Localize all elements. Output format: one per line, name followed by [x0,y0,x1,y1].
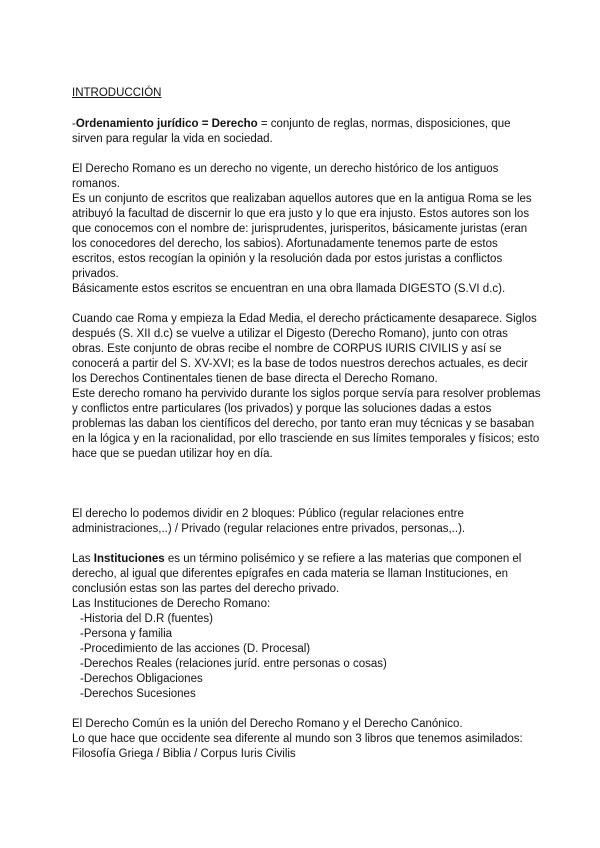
paragraph-line: El Derecho Romano es un derecho no vigente, un derecho histórico de los antiguos romanos. [72,163,499,190]
document-title: INTRODUCCIÓN [72,87,162,99]
paragraph-line: Este derecho romano ha pervivido durante los siglos porque servía para resolver problemas y conflictos entre particulares (los privados) y porque las soluciones dadas a estos problemas las daban los científicos del derecho, por tanto eran muy técnicas y se basaban en la lógica y en la racionalidad, por ello trasciende en sus límites temporales y físicos; esto hace que se puedan utilizar hoy en día. [72,388,541,460]
list-title: Las Instituciones de Derecho Romano: [72,598,271,610]
list-item: -Procedimiento de las acciones (D. Procesal) [80,643,311,655]
paragraph-line: Básicamente estos escritos se encuentran en una obra llamada DIGESTO (S.VI d.c). [72,283,506,295]
document-page [72,86,542,762]
list-item: -Derechos Sucesiones [80,688,196,700]
division-paragraph: El derecho lo podemos dividir en 2 bloques: Público (regular relaciones entre administraciones,..) / Privado (regular relaciones entre privados, personas,..). [72,508,466,535]
paragraph-line: Cuando cae Roma y empieza la Edad Media, el derecho prácticamente desaparece. Siglos después (S. XII d.c) se vuelve a utilizar el Digesto (Derecho Romano), junto con otras obras. Este conjunto de obras recibe el nombre de CORPUS IURIS CIVILIS y así se conocerá a partir del S. XV-XVI; es la base de todos nuestros derechos actuales, es decir los Derechos Continentales tienen de base directa el Derecho Romano. [72,313,537,385]
closing-line: Lo que hace que occidente sea diferente al mundo son 3 libros que tenemos asimilados: [72,733,523,745]
instituciones-text: es un término polisémico y se refiere a las materias que componen el derecho, al igual que diferentes epígrafes en cada materia se llaman Instituciones, en conclusión estas son las partes del derecho privado. [72,553,522,595]
instituciones-term: Instituciones [93,553,165,565]
instituciones-list [72,612,542,702]
closing-line: El Derecho Común es la unión del Derecho Romano y el Derecho Canónico. [72,718,463,730]
definition-paragraph [72,117,542,147]
instituciones-paragraph [72,552,542,597]
list-item: -Derechos Obligaciones [80,673,203,685]
definition-term: Ordenamiento jurídico = Derecho [75,118,258,130]
definition-text: = conjunto de reglas, normas, disposiciones, que sirven para regular la vida en sociedad. [72,118,511,145]
list-item: -Persona y familia [80,628,173,640]
list-item: -Historia del D.R (fuentes) [80,613,213,625]
definition-prefix: - [72,118,76,130]
list-item: -Derechos Reales (relaciones juríd. entre personas o cosas) [80,658,387,670]
closing-line: Filosofía Griega / Biblia / Corpus Iuris Civilis [72,748,296,760]
paragraph-line: Es un conjunto de escritos que realizaban aquellos autores que en la antigua Roma se les atribuyó la facultad de discernir lo que era justo y lo que era injusto. Estos autores son los que conocemos con el nombre de: jurisprudentes, jurisperitos, básicamente juristas (eran los conocedores del derecho, los sabios). Afortunadamente tenemos parte de estos escritos, estos recogían la opinión y la resolución dada por estos juristas a conflictos privados. [72,193,532,280]
instituciones-pre: Las [72,553,94,565]
